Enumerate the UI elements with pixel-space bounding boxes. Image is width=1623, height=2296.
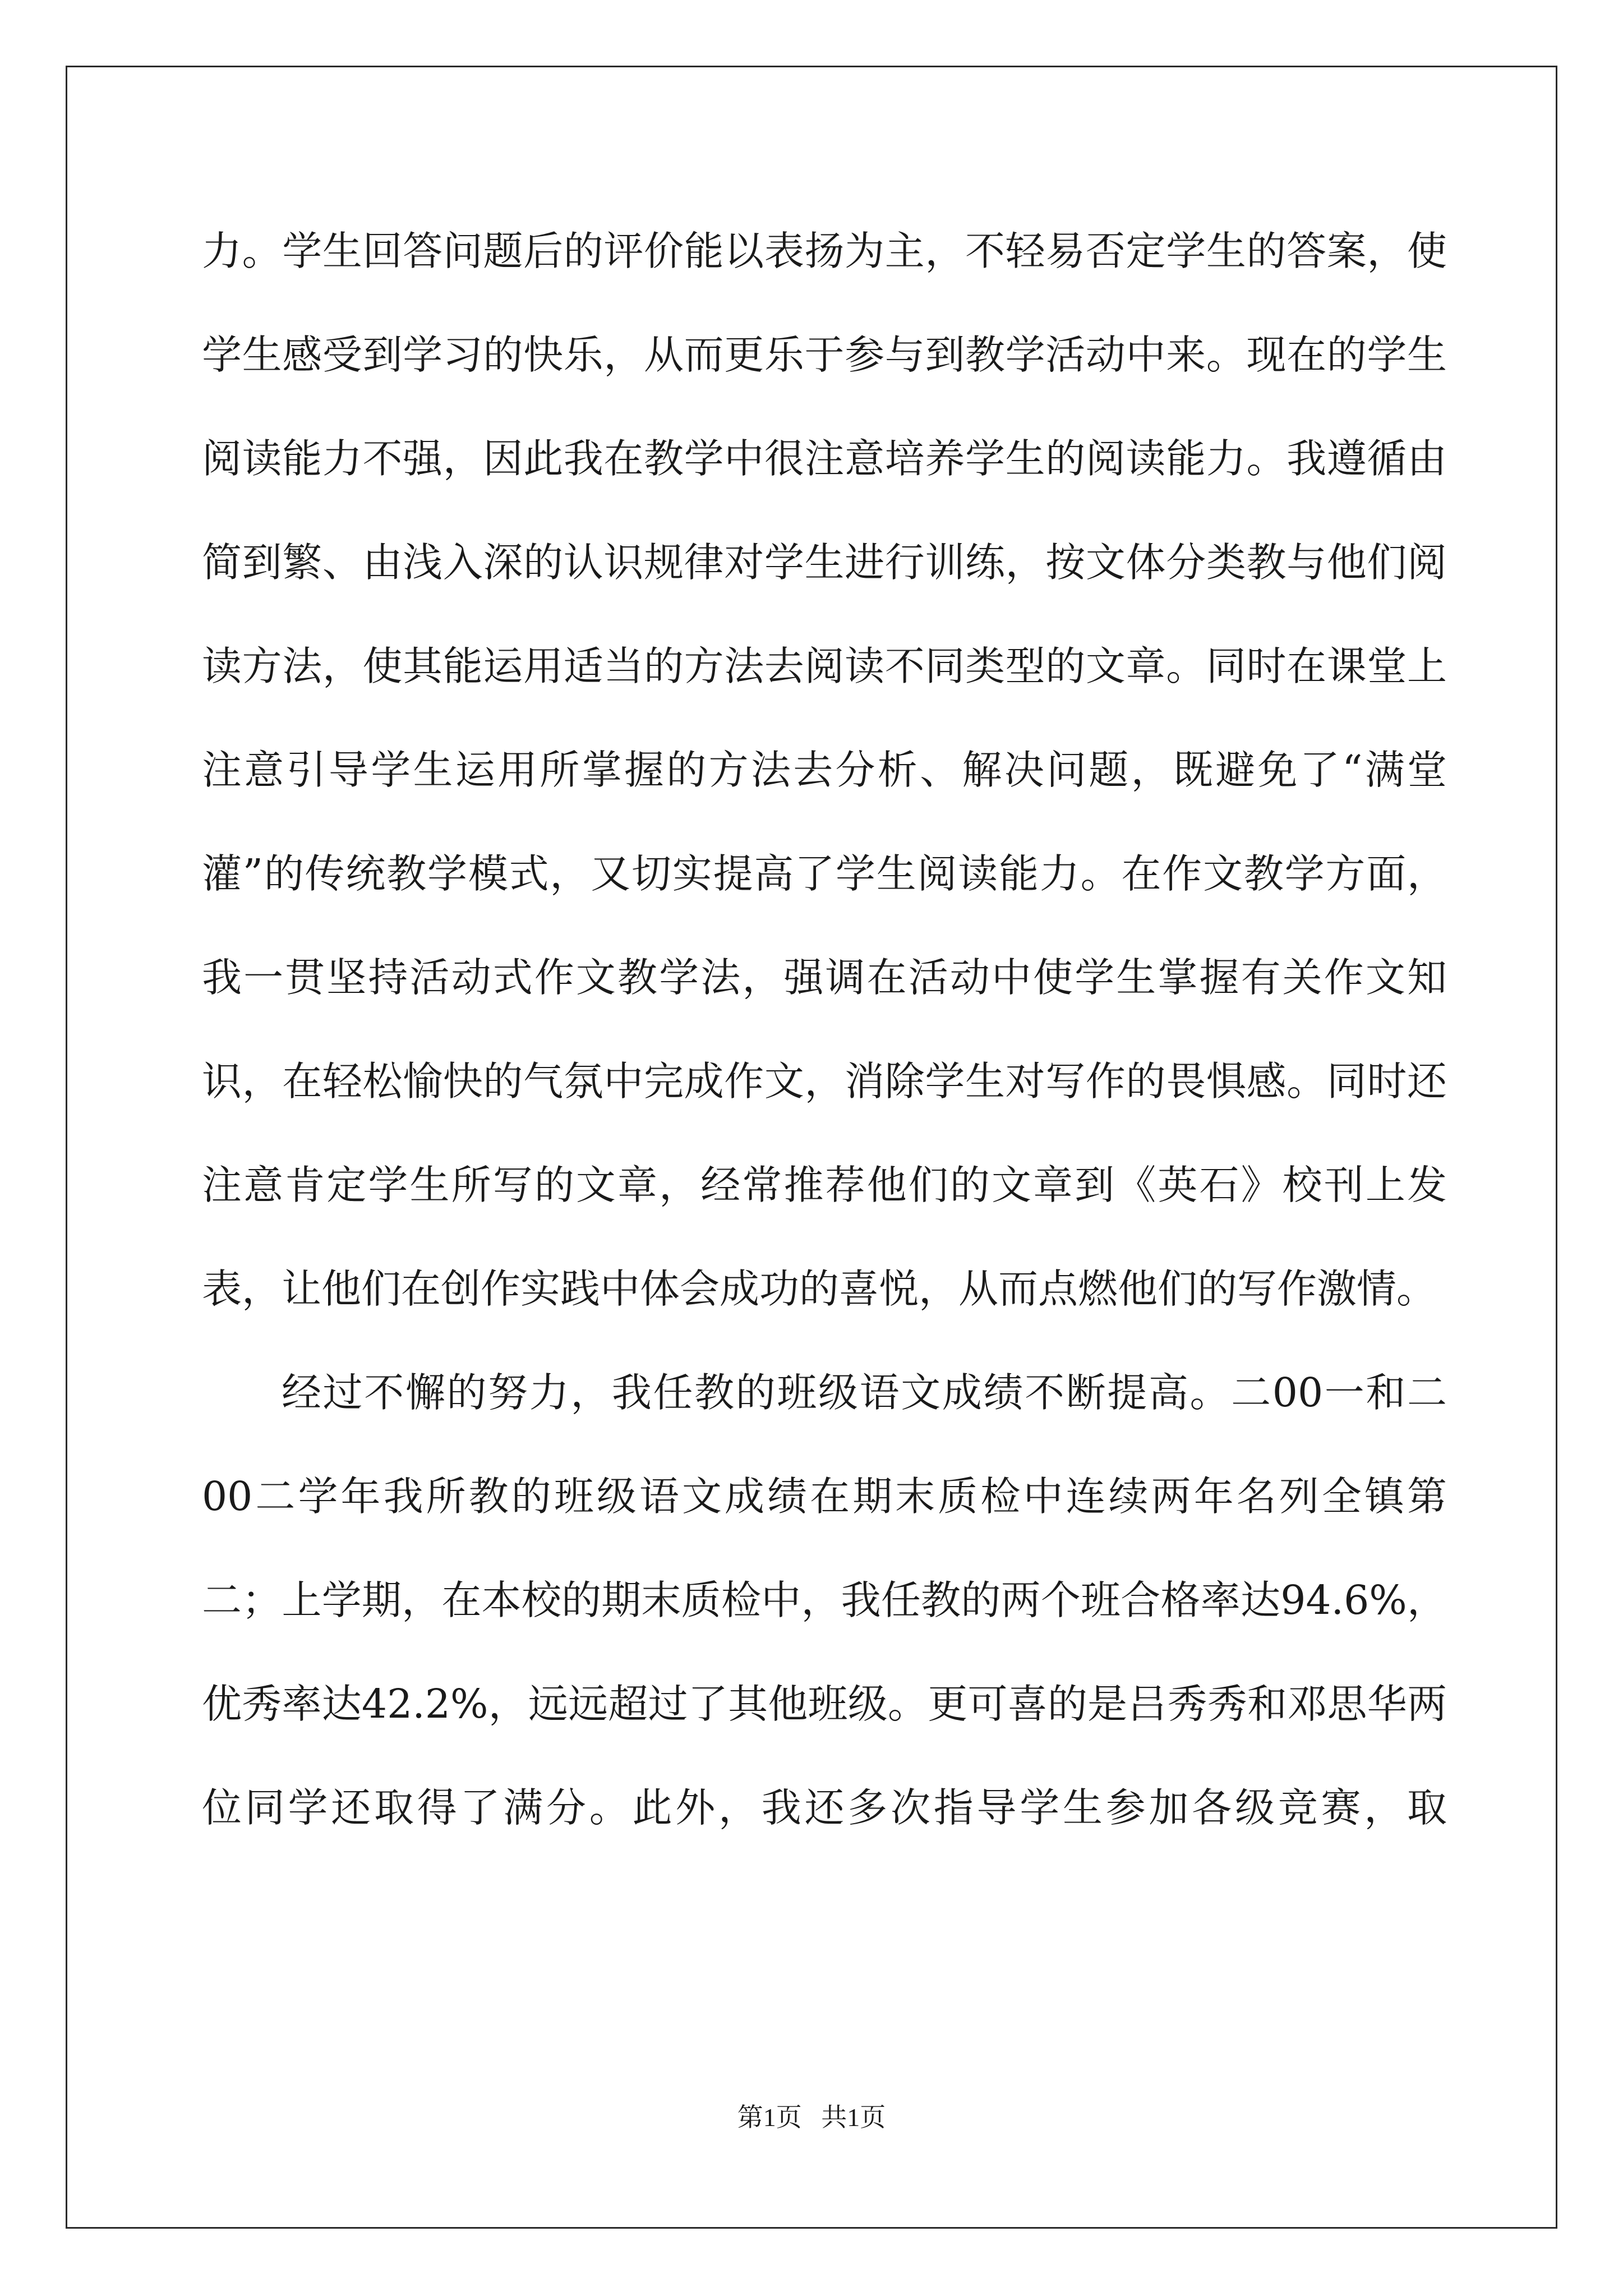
paragraph-1: 力。学生回答问题后的评价能以表扬为主，不轻易否定学生的答案，使学生感受到学习的快乐，从而更乐于参与到教学活动中来。现在的学生阅读能力不强，因此我在教学中很注意培养学生的阅读能力。我遵循由简到繁、由浅入深的认识规律对学生进行训练，按文体分类教与他们阅读方法，使其能运用适当的方法去阅读不同类型的文章。同时在课堂上注意引导学生运用所掌握的方法去分析、解决问题，既避免了“满堂灌”的传统教学模式，又切实提高了学生阅读能力。在作文教学方面，我一贯坚持活动式作文教学法，强调在活动中使学生掌握有关作文知识，在轻松愉快的气氛中完成作文，消除学生对写作的畏惧感。同时还注意肯定学生所写的文章，经常推荐他们的文章到《英石》校刊上发表，让他们在创作实践中体会成功的喜悦，从而点燃他们的写作激情。 — [202, 228, 1447, 1312]
document-body — [202, 199, 1447, 1860]
paragraph-2: 经过不懈的努力，我任教的班级语文成绩不断提高。二00一和二00二学年我所教的班级语文成绩在期末质检中连续两年名列全镇第二；上学期，在本校的期末质检中，我任教的两个班合格率达94.6%，优秀率达42.2%，远远超过了其他班级。更可喜的是吕秀秀和邓思华两位同学还取得了满分。此外，我还多次指导学生参加各级竞赛，取 — [202, 1369, 1447, 1831]
page-total: 共1页 — [821, 2103, 886, 2132]
page-footer — [0, 2097, 1623, 2134]
page-number: 第1页 — [737, 2103, 802, 2132]
